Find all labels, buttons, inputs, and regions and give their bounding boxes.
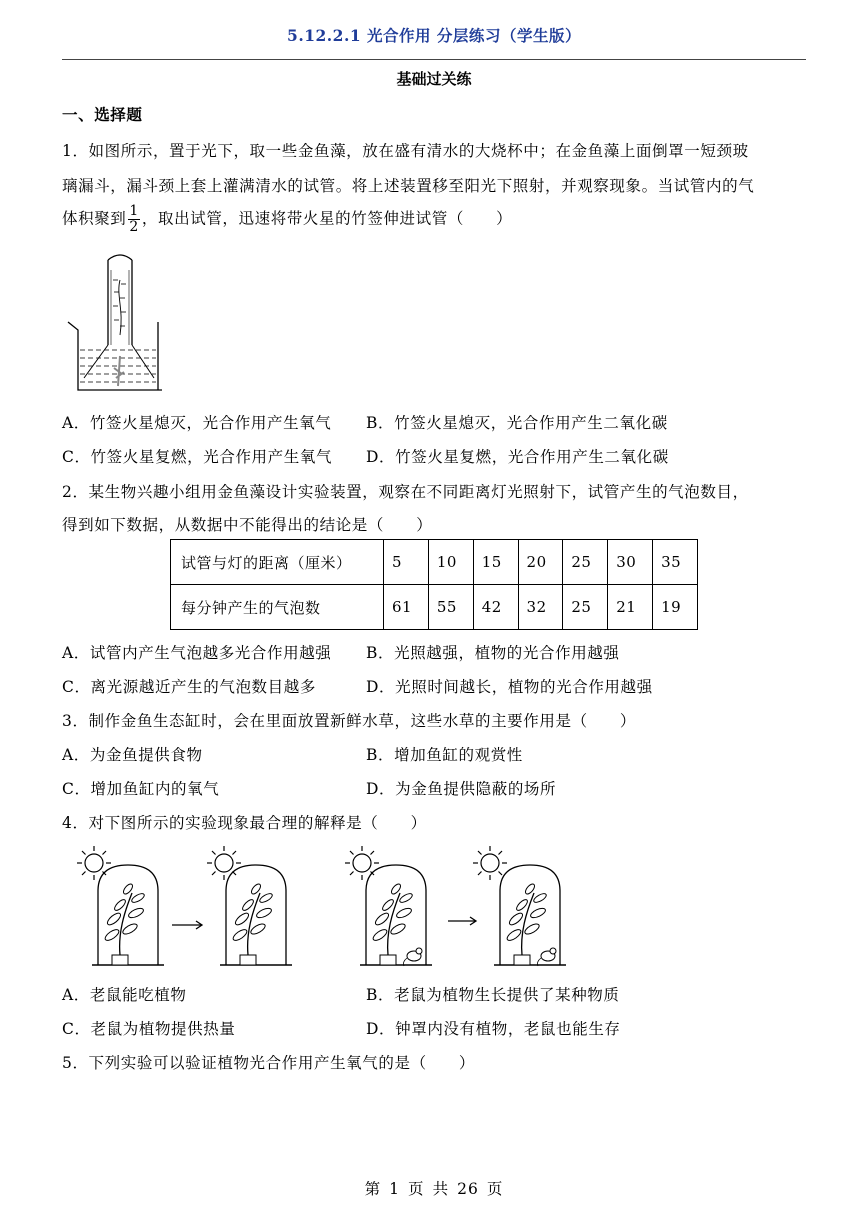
footer-text: 页: [486, 1180, 504, 1198]
sun-icon: [77, 846, 111, 880]
q4-option-d[interactable]: D．钟罩内没有植物，老鼠也能生存: [366, 1020, 621, 1038]
table-row: [171, 540, 698, 585]
page-number: 1: [389, 1180, 401, 1198]
table-cell: 21: [608, 585, 653, 630]
sun-icon: [207, 846, 241, 880]
q1-line-3: [62, 204, 512, 235]
bell-jar-icon: [220, 865, 292, 965]
page-footer: [0, 1177, 868, 1199]
table-row: [171, 585, 698, 630]
fraction-numerator: 1: [129, 203, 139, 219]
q3-option-d[interactable]: D．为金鱼提供隐蔽的场所: [366, 780, 557, 798]
q3-option-c[interactable]: C．增加鱼缸内的氧气: [62, 780, 220, 798]
q1-line-1: 1．如图所示，置于光下，取一些金鱼藻，放在盛有清水的大烧杯中；在金鱼藻上面倒罩一短颈玻: [62, 142, 749, 160]
q3-option-a[interactable]: A．为金鱼提供食物: [62, 746, 203, 764]
q4-option-a[interactable]: A．老鼠能吃植物: [62, 986, 187, 1004]
table-cell: 15: [473, 540, 518, 585]
q2-option-c[interactable]: C．离光源越近产生的气泡数目越多: [62, 678, 316, 696]
q2-option-d[interactable]: D．光照时间越长，植物的光合作用越强: [366, 678, 653, 696]
table-cell: 42: [473, 585, 518, 630]
sun-icon: [473, 846, 507, 880]
table-cell: 5: [384, 540, 429, 585]
section-title: 基础过关练: [396, 70, 472, 88]
footer-text: 共: [432, 1180, 450, 1198]
q2-line-1: 2．某生物兴趣小组用金鱼藻设计实验装置，观察在不同距离灯光照射下，试管产生的气泡数目，: [62, 483, 749, 501]
fraction-denominator: 2: [129, 219, 139, 235]
q4-option-c[interactable]: C．老鼠为植物提供热量: [62, 1020, 236, 1038]
header-title: 5.12.2.1 光合作用 分层练习（学生版）: [287, 26, 581, 45]
q2-option-a[interactable]: A．试管内产生气泡越多光合作用越强: [62, 644, 332, 662]
table-cell: 35: [653, 540, 698, 585]
arrow-right-icon: [448, 917, 476, 925]
table-cell: 19: [653, 585, 698, 630]
q1-line-2: 璃漏斗，漏斗颈上套上灌满清水的试管。将上述装置移至阳光下照射，并观察现象。当试管内的气: [62, 177, 755, 195]
footer-text: 页: [408, 1180, 425, 1198]
table-cell: 61: [384, 585, 429, 630]
q1-option-c[interactable]: C．竹签火星复燃，光合作用产生氧气: [62, 448, 333, 466]
q2-option-b[interactable]: B．光照越强，植物的光合作用越强: [366, 644, 620, 662]
table-cell: 20: [518, 540, 563, 585]
table-cell: 30: [608, 540, 653, 585]
table-cell: 10: [428, 540, 473, 585]
q1-option-b[interactable]: B．竹签火星熄灭，光合作用产生二氧化碳: [366, 414, 668, 432]
q3-option-b[interactable]: B．增加鱼缸的观赏性: [366, 746, 523, 764]
q2-line-2: 得到如下数据，从数据中不能得出的结论是（ ）: [62, 516, 433, 534]
data-table: [170, 539, 698, 630]
table-cell: 32: [518, 585, 563, 630]
q4-line-1: 4．对下图所示的实验现象最合理的解释是（ ）: [62, 814, 427, 832]
q5-line-1: 5．下列实验可以验证植物光合作用产生氧气的是（ ）: [62, 1054, 475, 1072]
fraction: [128, 204, 140, 235]
q3-line-1: 3．制作金鱼生态缸时，会在里面放置新鲜水草，这些水草的主要作用是（ ）: [62, 712, 636, 730]
bell-jar-experiment-figure: [62, 843, 582, 971]
table-cell: 55: [428, 585, 473, 630]
bell-jar-icon: [92, 865, 164, 965]
q4-option-b[interactable]: B．老鼠为植物生长提供了某种物质: [366, 986, 620, 1004]
arrow-right-icon: [172, 921, 202, 929]
q1-line-3-post: ，取出试管，迅速将带火星的竹签伸进试管（ ）: [141, 209, 513, 228]
sun-icon: [345, 846, 379, 880]
q1-option-d[interactable]: D．竹签火星复燃，光合作用产生二氧化碳: [366, 448, 669, 466]
q1-option-a[interactable]: A．竹签火星熄灭，光合作用产生氧气: [62, 414, 332, 432]
footer-text: 第: [364, 1180, 382, 1198]
mouse-icon: [403, 948, 422, 966]
part-title: 一、选择题: [62, 105, 143, 124]
table-row-label: 试管与灯的距离（厘米）: [171, 540, 384, 585]
q1-line-3-pre: 体积聚到: [62, 209, 127, 228]
mouse-icon: [537, 948, 556, 966]
header-divider: [62, 59, 806, 60]
page-total: 26: [457, 1180, 479, 1198]
beaker-apparatus-figure: [62, 250, 162, 395]
table-row-label: 每分钟产生的气泡数: [171, 585, 384, 630]
table-cell: 25: [563, 585, 608, 630]
table-cell: 25: [563, 540, 608, 585]
